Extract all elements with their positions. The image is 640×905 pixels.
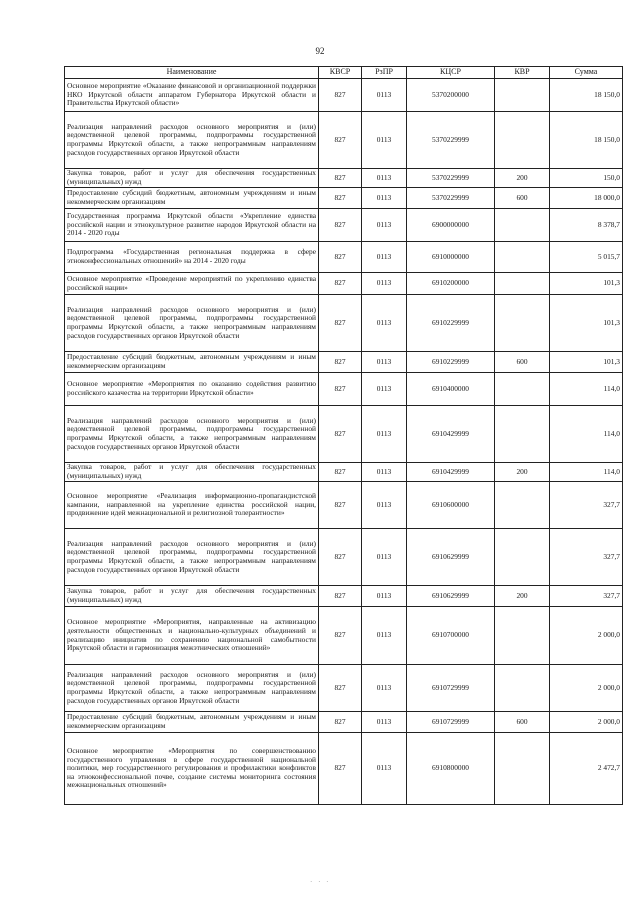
cell-rzpr: 0113 xyxy=(362,482,407,529)
cell-name: Основное мероприятие «Мероприятия по совершенствованию государственного управления в сфере государственной национальной политики, мер государственного регулирования и профилактики конфликтов на этноконфессиональной почве, создание системы мониторинга состояния межнациональных отношений» xyxy=(65,733,319,805)
cell-kvr xyxy=(495,406,550,463)
cell-kvr xyxy=(495,482,550,529)
cell-kvsr: 827 xyxy=(319,295,362,352)
cell-rzpr: 0113 xyxy=(362,352,407,373)
cell-rzpr: 0113 xyxy=(362,712,407,733)
cell-name: Основное мероприятие «Мероприятия, направленные на активизацию деятельности общественных и национально-культурных объединений и реализацию инициатив по сохранению национальной самобытности Иркутской области и гармонизация межэтнических отношений» xyxy=(65,607,319,665)
cell-rzpr: 0113 xyxy=(362,169,407,188)
cell-kcsr: 6910400000 xyxy=(407,373,495,406)
table-row xyxy=(65,607,623,665)
cell-rzpr: 0113 xyxy=(362,586,407,607)
cell-kvr: 600 xyxy=(495,712,550,733)
cell-rzpr: 0113 xyxy=(362,529,407,586)
cell-kcsr: 6910229999 xyxy=(407,352,495,373)
cell-sum: 327,7 xyxy=(550,482,623,529)
cell-kcsr: 6910729999 xyxy=(407,712,495,733)
cell-kvr: 200 xyxy=(495,463,550,482)
cell-sum: 2 472,7 xyxy=(550,733,623,805)
scan-specks: · · · xyxy=(310,878,331,886)
cell-kvsr: 827 xyxy=(319,463,362,482)
table-row xyxy=(65,112,623,169)
cell-kvsr: 827 xyxy=(319,79,362,112)
cell-name: Основное мероприятие «Проведение мероприятий по укреплению единства российской нации» xyxy=(65,273,319,295)
cell-kvr xyxy=(495,607,550,665)
cell-rzpr: 0113 xyxy=(362,733,407,805)
cell-rzpr: 0113 xyxy=(362,242,407,273)
cell-name: Предоставление субсидий бюджетным, автономным учреждениям и иным некоммерческим организациям xyxy=(65,712,319,733)
table-row xyxy=(65,712,623,733)
cell-name: Предоставление субсидий бюджетным, автономным учреждениям и иным некоммерческим организациям xyxy=(65,352,319,373)
cell-kvr xyxy=(495,295,550,352)
column-header-name: Наименование xyxy=(65,67,319,79)
cell-kvsr: 827 xyxy=(319,169,362,188)
cell-kcsr: 5370229999 xyxy=(407,188,495,209)
cell-kvr: 600 xyxy=(495,188,550,209)
cell-kvr xyxy=(495,733,550,805)
cell-name: Закупка товаров, работ и услуг для обеспечения государственных (муниципальных) нужд xyxy=(65,463,319,482)
cell-kcsr: 6900000000 xyxy=(407,209,495,242)
cell-sum: 2 000,0 xyxy=(550,712,623,733)
cell-name: Основное мероприятие «Реализация информационно-пропагандистской кампании, направленной на укрепление единства российской нации, продвижение идей межнациональной и религиозной толерантности» xyxy=(65,482,319,529)
cell-rzpr: 0113 xyxy=(362,209,407,242)
cell-rzpr: 0113 xyxy=(362,79,407,112)
column-header-kvr: КВР xyxy=(495,67,550,79)
cell-rzpr: 0113 xyxy=(362,665,407,712)
cell-kcsr: 6910700000 xyxy=(407,607,495,665)
cell-kcsr: 6910229999 xyxy=(407,295,495,352)
cell-kcsr: 5370200000 xyxy=(407,79,495,112)
cell-kcsr: 6910629999 xyxy=(407,529,495,586)
cell-kcsr: 5370229999 xyxy=(407,112,495,169)
cell-kcsr: 6910600000 xyxy=(407,482,495,529)
cell-sum: 114,0 xyxy=(550,463,623,482)
cell-name: Закупка товаров, работ и услуг для обеспечения государственных (муниципальных) нужд xyxy=(65,169,319,188)
table-row xyxy=(65,665,623,712)
cell-name: Реализация направлений расходов основного мероприятия и (или) ведомственной целевой программы, подпрограммы государственной программы Иркутской области, а также непрограммным направлениям расходов государственных органов Иркутской области xyxy=(65,665,319,712)
cell-kvsr: 827 xyxy=(319,273,362,295)
cell-sum: 18 150,0 xyxy=(550,112,623,169)
table-row xyxy=(65,79,623,112)
cell-name: Предоставление субсидий бюджетным, автономным учреждениям и иным некоммерческим организациям xyxy=(65,188,319,209)
cell-kcsr: 6910429999 xyxy=(407,463,495,482)
page-number: 92 xyxy=(315,46,325,56)
cell-kvsr: 827 xyxy=(319,112,362,169)
table-row xyxy=(65,406,623,463)
cell-kvsr: 827 xyxy=(319,482,362,529)
cell-sum: 101,3 xyxy=(550,352,623,373)
cell-sum: 2 000,0 xyxy=(550,665,623,712)
cell-name: Подпрограмма «Государственная региональная поддержка в сфере этноконфессиональных отношений» на 2014 - 2020 годы xyxy=(65,242,319,273)
cell-rzpr: 0113 xyxy=(362,406,407,463)
cell-kvr xyxy=(495,209,550,242)
budget-table xyxy=(64,66,623,805)
cell-kcsr: 6910629999 xyxy=(407,586,495,607)
cell-sum: 150,0 xyxy=(550,169,623,188)
cell-kvsr: 827 xyxy=(319,352,362,373)
table-row xyxy=(65,273,623,295)
cell-kvsr: 827 xyxy=(319,242,362,273)
cell-kvsr: 827 xyxy=(319,373,362,406)
cell-kvsr: 827 xyxy=(319,733,362,805)
cell-kcsr: 6910729999 xyxy=(407,665,495,712)
cell-kvr: 200 xyxy=(495,169,550,188)
cell-kvsr: 827 xyxy=(319,712,362,733)
table-row xyxy=(65,733,623,805)
cell-kvr xyxy=(495,665,550,712)
cell-name: Основное мероприятие «Мероприятия по оказанию содействия развитию российского казачества на территории Иркутской области» xyxy=(65,373,319,406)
table-row xyxy=(65,209,623,242)
cell-sum: 101,3 xyxy=(550,273,623,295)
cell-kcsr: 5370229999 xyxy=(407,169,495,188)
column-header-rzpr: РзПР xyxy=(362,67,407,79)
table-row xyxy=(65,373,623,406)
column-header-kcsr: КЦСР xyxy=(407,67,495,79)
cell-name: Реализация направлений расходов основного мероприятия и (или) ведомственной целевой программы, подпрограммы государственной программы Иркутской области, а также непрограммным направлениям расходов государственных органов Иркутской области xyxy=(65,529,319,586)
cell-sum: 327,7 xyxy=(550,529,623,586)
cell-kvsr: 827 xyxy=(319,406,362,463)
cell-name: Реализация направлений расходов основного мероприятия и (или) ведомственной целевой программы, подпрограммы государственной программы Иркутской области, а также непрограммным направлениям расходов государственных органов Иркутской области xyxy=(65,112,319,169)
cell-kvsr: 827 xyxy=(319,665,362,712)
table-row xyxy=(65,463,623,482)
cell-sum: 114,0 xyxy=(550,406,623,463)
cell-kvsr: 827 xyxy=(319,529,362,586)
cell-sum: 101,3 xyxy=(550,295,623,352)
cell-kcsr: 6910200000 xyxy=(407,273,495,295)
table-row xyxy=(65,586,623,607)
cell-sum: 114,0 xyxy=(550,373,623,406)
cell-rzpr: 0113 xyxy=(362,188,407,209)
table-row xyxy=(65,352,623,373)
cell-name: Основное мероприятие «Оказание финансовой и организационной поддержки НКО Иркутской области аппаратом Губернатора Иркутской области и Правительства Иркутской области» xyxy=(65,79,319,112)
cell-kvr: 600 xyxy=(495,352,550,373)
cell-kvr xyxy=(495,112,550,169)
cell-sum: 2 000,0 xyxy=(550,607,623,665)
cell-kcsr: 6910000000 xyxy=(407,242,495,273)
cell-sum: 8 378,7 xyxy=(550,209,623,242)
table-row xyxy=(65,188,623,209)
cell-rzpr: 0113 xyxy=(362,607,407,665)
cell-kvr xyxy=(495,273,550,295)
table-row xyxy=(65,482,623,529)
column-header-kvsr: КВСР xyxy=(319,67,362,79)
table-row xyxy=(65,529,623,586)
table-row xyxy=(65,295,623,352)
cell-rzpr: 0113 xyxy=(362,373,407,406)
cell-kvr: 200 xyxy=(495,586,550,607)
table-body xyxy=(65,79,623,805)
cell-name: Государственная программа Иркутской области «Укрепление единства российской нации и этнокультурное развитие народов Иркутской области на 2014 - 2020 годы xyxy=(65,209,319,242)
cell-rzpr: 0113 xyxy=(362,273,407,295)
cell-kvsr: 827 xyxy=(319,209,362,242)
cell-kvsr: 827 xyxy=(319,586,362,607)
cell-rzpr: 0113 xyxy=(362,295,407,352)
table-row xyxy=(65,169,623,188)
cell-kcsr: 6910800000 xyxy=(407,733,495,805)
cell-kcsr: 6910429999 xyxy=(407,406,495,463)
cell-name: Реализация направлений расходов основного мероприятия и (или) ведомственной целевой программы, подпрограммы государственной программы Иркутской области, а также непрограммным направлениям расходов государственных органов Иркутской области xyxy=(65,295,319,352)
column-header-sum: Сумма xyxy=(550,67,623,79)
cell-rzpr: 0113 xyxy=(362,463,407,482)
table-row xyxy=(65,242,623,273)
cell-sum: 18 000,0 xyxy=(550,188,623,209)
cell-kvr xyxy=(495,79,550,112)
cell-kvr xyxy=(495,242,550,273)
cell-sum: 5 015,7 xyxy=(550,242,623,273)
cell-name: Реализация направлений расходов основного мероприятия и (или) ведомственной целевой программы, подпрограммы государственной программы Иркутской области, а также непрограммным направлениям расходов государственных органов Иркутской области xyxy=(65,406,319,463)
cell-kvr xyxy=(495,529,550,586)
cell-name: Закупка товаров, работ и услуг для обеспечения государственных (муниципальных) нужд xyxy=(65,586,319,607)
cell-kvr xyxy=(495,373,550,406)
cell-sum: 18 150,0 xyxy=(550,79,623,112)
table-header-row xyxy=(65,67,623,79)
cell-kvsr: 827 xyxy=(319,607,362,665)
cell-kvsr: 827 xyxy=(319,188,362,209)
cell-rzpr: 0113 xyxy=(362,112,407,169)
cell-sum: 327,7 xyxy=(550,586,623,607)
